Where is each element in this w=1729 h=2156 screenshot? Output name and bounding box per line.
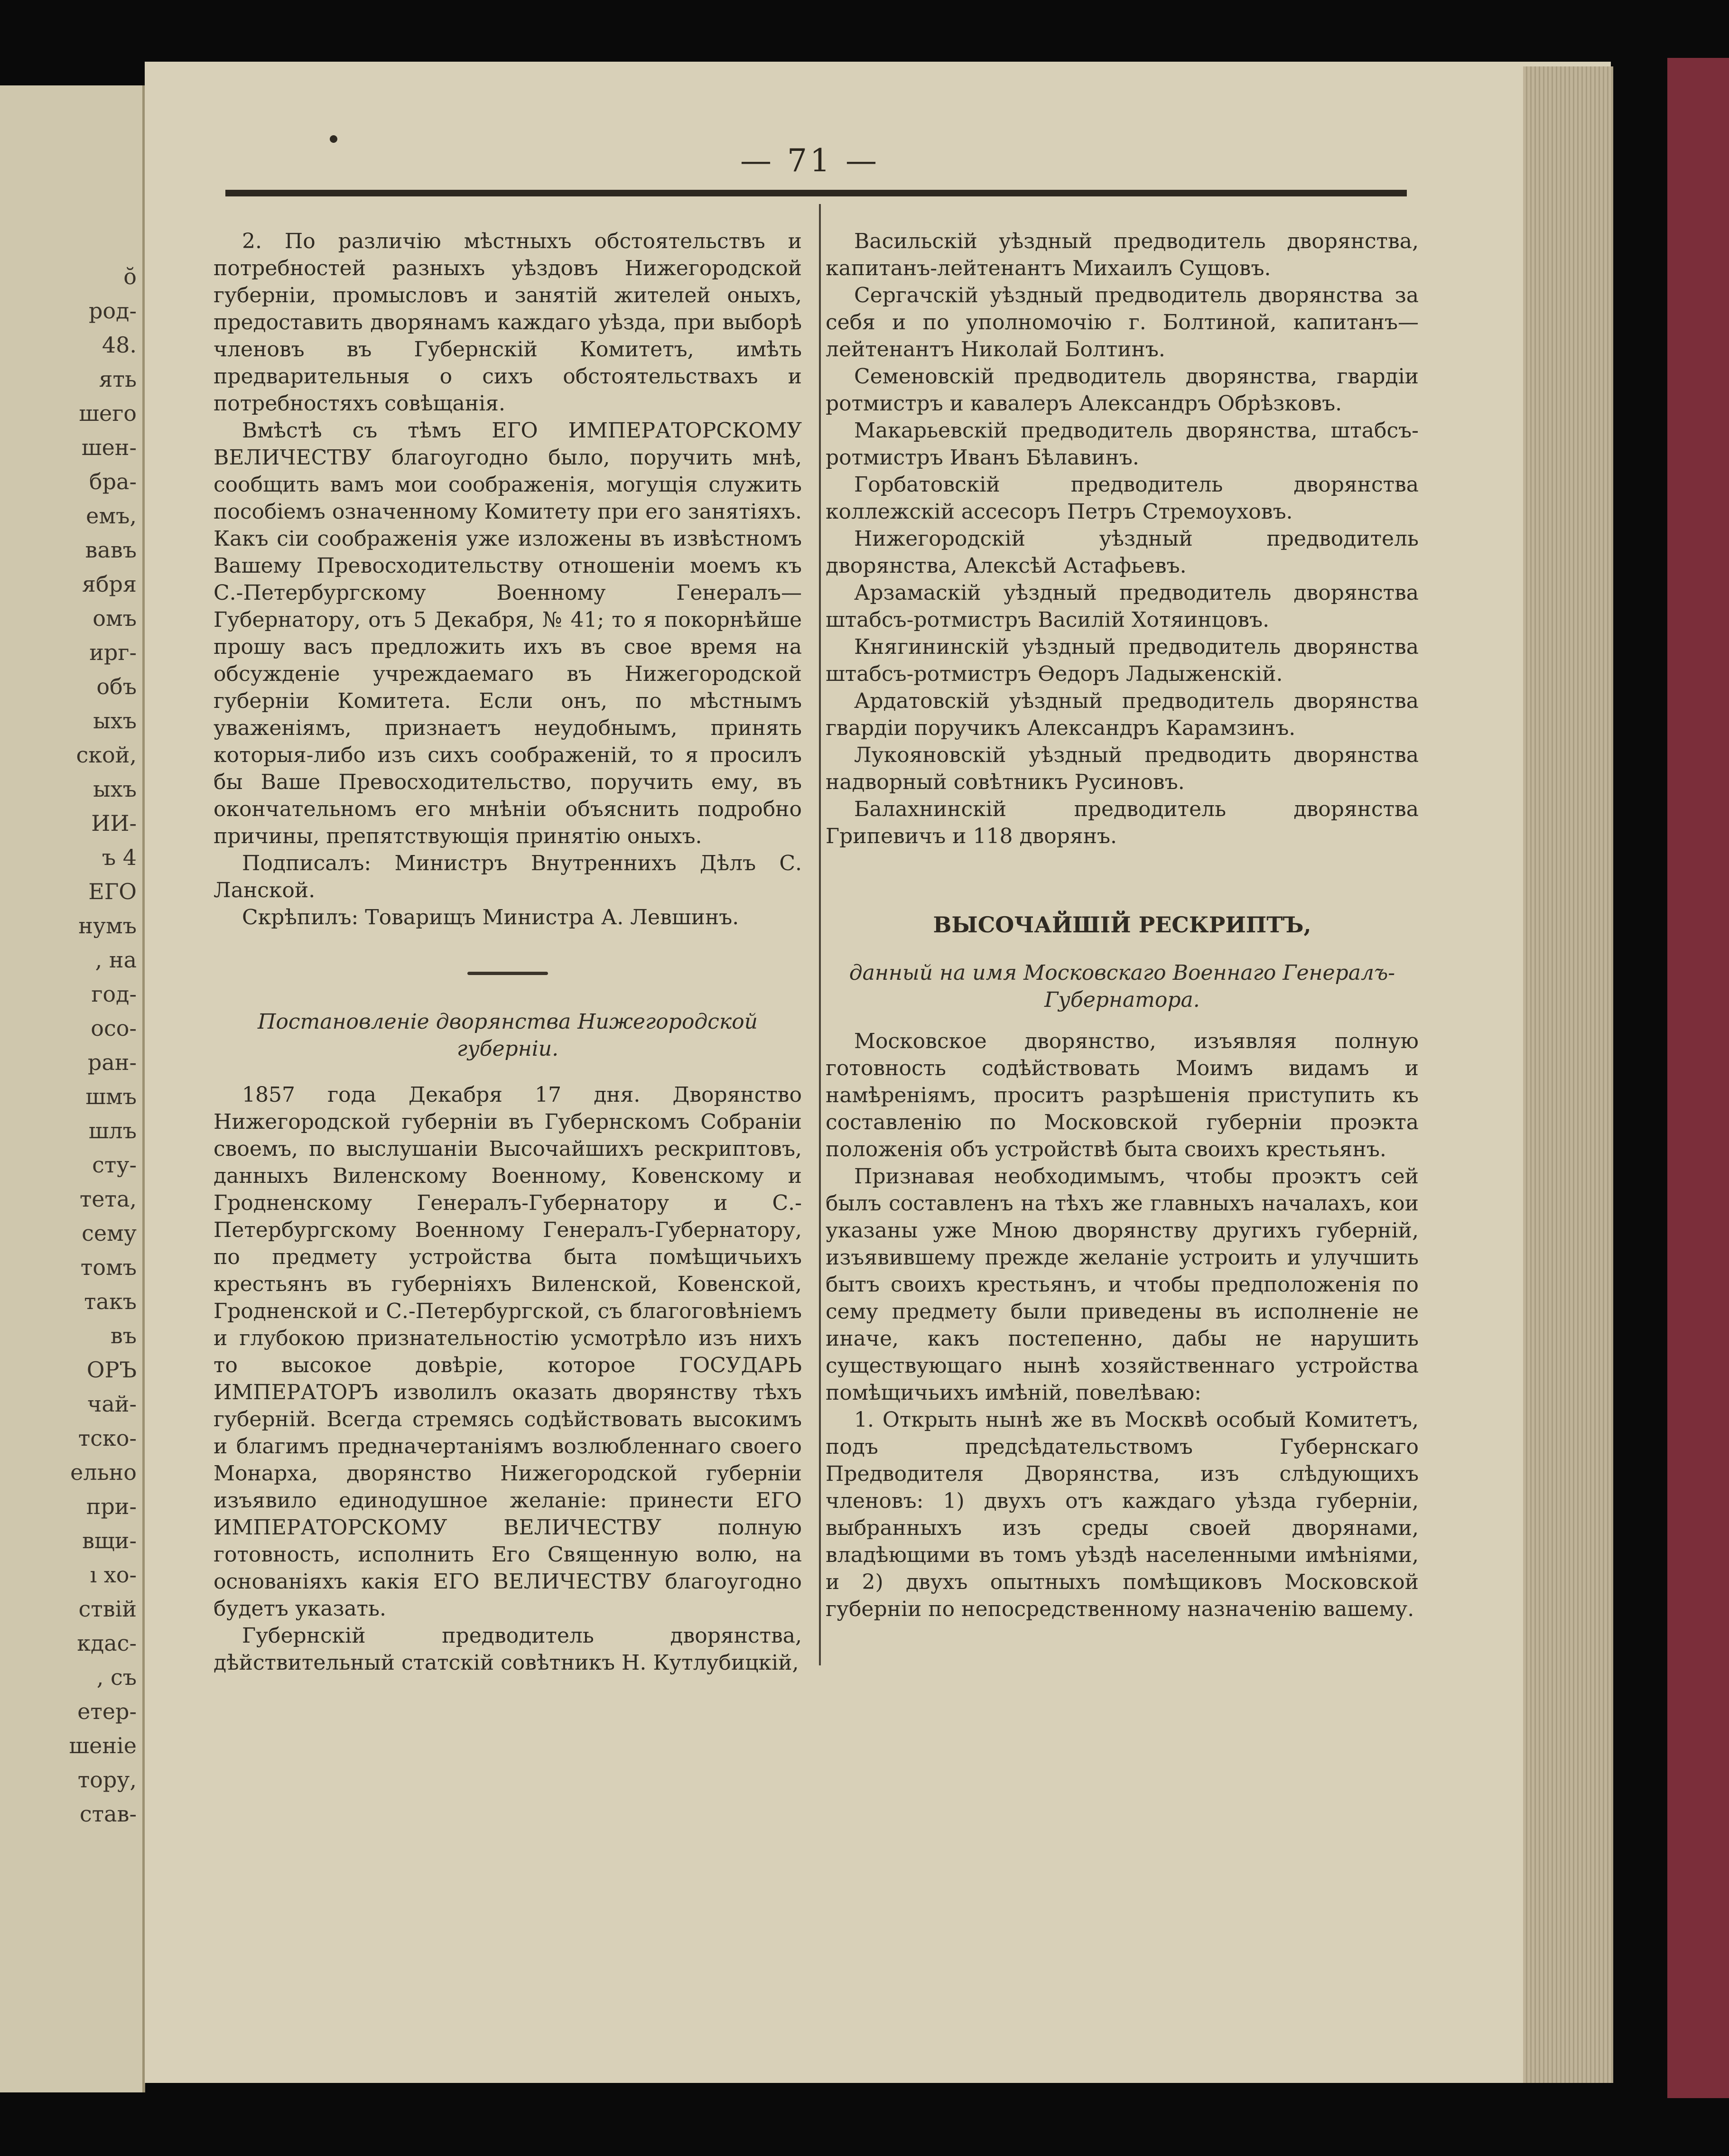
left-page-fragment: ИИ-: [91, 810, 137, 836]
left-page-fragment: шеніе: [69, 1733, 137, 1758]
paragraph: 2. По различію мѣстныхъ обстоятельствъ и потребностей разныхъ уѣздовъ Нижегородской губерніи, промысловъ и занятій жителей оныхъ, предоставить дворянамъ каждаго уѣзда, при выборѣ членовъ въ Губернскій Комитетъ, имѣть предварительныя о сихъ обстоятельствахъ и потребностяхъ совѣщанія.: [214, 229, 802, 416]
rescript-subheading: данный на имя Московскаго Военнаго Генералъ-Губернатора.: [849, 961, 1395, 1012]
left-page-fragment: ОРЪ: [86, 1357, 137, 1383]
section-heading: Постановленіе дворянства Нижегородской губерніи.: [258, 1010, 758, 1061]
left-page-fragment: ять: [99, 366, 137, 392]
left-page-fragment: ствій: [78, 1596, 137, 1622]
paragraph: 1857 года Декабря 17 дня. Дворянство Нижегородской губерніи въ Губернскомъ Собраніи своемъ, по выслушаніи Высочайшихъ рескриптовъ, данныхъ Виленскому Военному, Ковенскому и Гродненскому Генералъ-Губернатору и С.-Петербургскому Военному Генералъ-Губернатору, по предмету устройства быта помѣщичьихъ крестьянъ въ губерніяхъ Виленской, Ковенской, Гродненской и С.-Петербургской, съ благоговѣніемъ и глубокою признательностію усмотрѣло изъ нихъ то высокое довѣріе, которое ГОСУДАРЬ ИМПЕРАТОРЪ изволилъ оказать дворянству тѣхъ губерній. Всегда стремясь содѣйствовать высокимъ и благимъ предначертаніямъ возлюбленнаго своего Монарха, дворянство Нижегородской губерніи изъявило единодушное желаніе: принести ЕГО ИМПЕРАТОРСКОМУ ВЕЛИЧЕСТВУ полную готовность, исполнить Его Священную волю, на основаніяхъ какія ЕГО ВЕЛИЧЕСТВУ благоугодно будетъ указать.: [214, 1083, 802, 1621]
left-page-fragment: тско-: [78, 1425, 137, 1451]
left-page-fragment: тору,: [77, 1767, 137, 1793]
left-page-fragment: ыхъ: [93, 708, 137, 734]
left-page-fragment: шмъ: [85, 1084, 137, 1109]
divider-ornament: [214, 955, 802, 982]
left-page-fragment: ъ 4: [102, 845, 137, 870]
left-page-fragment: став-: [79, 1801, 137, 1827]
list-item: Ардатовскій уѣздный предводитель дворянства гвардіи поручикъ Александръ Карамзинъ.: [826, 689, 1419, 740]
column-divider: [819, 204, 821, 1665]
left-page-fragment: бра-: [89, 469, 137, 494]
left-page-fragment: вщи-: [82, 1528, 137, 1553]
header-rule: [225, 190, 1407, 196]
list-item: Семеновскій предводитель дворянства, гвардіи ротмистръ и кавалеръ Александръ Обрѣзковъ.: [826, 364, 1419, 416]
left-page-fragment: ской,: [76, 742, 137, 768]
list-item: Арзамаскій уѣздный предводитель дворянства штабсъ-ротмистръ Василій Хотяинцовъ.: [826, 581, 1419, 632]
list-item: Макарьевскій предводитель дворянства, штабсъ-ротмистръ Иванъ Бѣлавинъ.: [826, 418, 1419, 470]
left-page-fragment: томъ: [80, 1255, 137, 1280]
left-page-fragment: , на: [95, 947, 137, 973]
page-number: — 71 —: [740, 142, 880, 179]
left-page-fragment: ыхъ: [93, 776, 137, 802]
left-page-fragment: ирг-: [89, 640, 137, 665]
list-item: Сергачскій уѣздный предводитель дворянства за себя и по уполномочію г. Болтиной, капитанъ—лейтенантъ Николай Болтинъ.: [826, 283, 1419, 362]
list-item: Нижегородскій уѣздный предводитель дворянства, Алексѣй Астафьевъ.: [826, 527, 1419, 578]
left-page-fragment: нумъ: [78, 913, 137, 939]
left-page-fragment: ельно: [70, 1459, 137, 1485]
page-edge: [1523, 66, 1613, 2083]
list-item: Княгининскій уѣздный предводитель дворянства штабсъ-ротмистръ Ѳедоръ Ладыженскій.: [826, 635, 1419, 686]
list-item: Горбатовскій предводитель дворянства коллежскій ассесоръ Петръ Стремоуховъ.: [826, 473, 1419, 524]
left-page-fragment: объ: [96, 674, 137, 699]
left-page-fragment: ЕГО: [88, 879, 137, 904]
left-page-fragment: ŏ: [123, 264, 137, 289]
left-page-fragment: кдас-: [77, 1630, 137, 1656]
left-page-fragment: , съ: [96, 1664, 137, 1690]
left-page: [0, 85, 145, 2092]
left-page-fragment: сему: [82, 1220, 137, 1246]
left-page-fragment: при-: [86, 1494, 137, 1519]
left-page-fragment: омъ: [93, 605, 137, 631]
left-page-fragment: осо-: [91, 1015, 137, 1041]
signature-line: Скрѣпилъ: Товарищъ Министра А. Левшинъ.: [242, 905, 739, 929]
column-right: [826, 228, 1419, 1623]
left-page-fragment: тета,: [79, 1186, 137, 1212]
ink-dot: [330, 135, 337, 143]
binding-edge: [1667, 58, 1729, 2098]
left-page-fragment: вавъ: [85, 537, 137, 563]
left-page-fragment: год-: [91, 981, 137, 1007]
paragraph: Губернскій предводитель дворянства, дѣйствительный статскій совѣтникъ Н. Кутлубицкій,: [214, 1624, 802, 1675]
left-page-fragment: род-: [88, 298, 137, 324]
left-page-fragment: ября: [82, 571, 137, 597]
left-page-fragment: ı хо-: [90, 1562, 137, 1588]
left-page-fragment: въ: [110, 1323, 137, 1348]
left-page-fragment: шен-: [81, 435, 137, 460]
paragraph: Признавая необходимымъ, чтобы проэктъ сей былъ составленъ на тѣхъ же главныхъ началахъ, кои указаны уже Мною дворянству другихъ губерній, изъявившему прежде желаніе устроить и улучшить бытъ своихъ крестьянъ, и чтобы предположенія по сему предмету были приведены въ исполненіе не иначе, какъ постепенно, дабы не нарушить существующаго нынѣ хозяйственнаго устройства помѣщичьихъ имѣній, повелѣваю:: [826, 1164, 1419, 1405]
left-page-fragment: шего: [79, 400, 137, 426]
left-page-fragment: ран-: [87, 1050, 137, 1075]
left-page-fragment: етер-: [77, 1699, 137, 1724]
left-page-fragment: 48.: [102, 332, 137, 358]
list-item: Балахнинскій предводитель дворянства Грипевичъ и 118 дворянъ.: [826, 797, 1419, 848]
rescript-heading: ВЫСОЧАЙШІЙ РЕСКРИПТЪ,: [933, 912, 1311, 938]
paragraph: 1. Открыть нынѣ же въ Москвѣ особый Комитетъ, подъ предсѣдательствомъ Губернскаго Предводителя Дворянства, изъ слѣдующихъ членовъ: 1) двухъ отъ каждаго уѣзда губерніи, выбранныхъ изъ среды своей дворянами, владѣющими въ томъ уѣздѣ населенными имѣніями, и 2) двухъ опытныхъ помѣщиковъ Московской губерніи по непосредственному назначенію вашему.: [826, 1408, 1419, 1621]
column-left-top: [214, 228, 802, 1676]
paragraph: Московское дворянство, изъявляя полную готовность содѣйствовать Моимъ видамъ и намѣреніямъ, проситъ разрѣшенія приступить къ составленію по Московской губерніи проэкта положенія объ устройствѣ быта своихъ крестьянъ.: [826, 1029, 1419, 1162]
left-page-fragment: емъ,: [86, 503, 137, 529]
left-page-fragment: такъ: [84, 1289, 137, 1314]
list-item: Лукояновскій уѣздный предводить дворянства надворный совѣтникъ Русиновъ.: [826, 743, 1419, 794]
left-page-fragment: шлъ: [88, 1118, 137, 1143]
left-page-fragment: чай-: [87, 1391, 137, 1417]
paragraph: Вмѣстѣ съ тѣмъ ЕГО ИМПЕРАТОРСКОМУ ВЕЛИЧЕСТВУ благоугодно было, поручить мнѣ, сообщить вамъ мои соображенія, могущія служить пособіемъ означенному Комитету при его занятіяхъ. Какъ сіи соображенія уже изложены въ извѣстномъ Вашему Превосходительству отношеніи моемъ къ С.-Петербургскому Военному Генералъ—Губернатору, отъ 5 Декабря, № 41; то я покорнѣйше прошу васъ предложить ихъ въ свое время на обсужденіе учреждаемаго въ Нижегородской губерніи Комитета. Если онъ, по мѣстнымъ уваженіямъ, признаетъ неудобнымъ, принять которыя-либо изъ сихъ соображеній, то я просилъ бы Ваше Превосходительство, поручить ему, въ окончательномъ его мнѣніи объяснить подробно причины, препятствующія принятію оныхъ.: [214, 418, 802, 848]
signature-line: Подписалъ: Министръ Внутреннихъ Дѣлъ С. Ланской.: [214, 851, 802, 902]
left-page-fragment: сту-: [92, 1152, 137, 1178]
list-item: Васильскій уѣздный предводитель дворянства, капитанъ-лейтенантъ Михаилъ Сущовъ.: [826, 229, 1419, 280]
